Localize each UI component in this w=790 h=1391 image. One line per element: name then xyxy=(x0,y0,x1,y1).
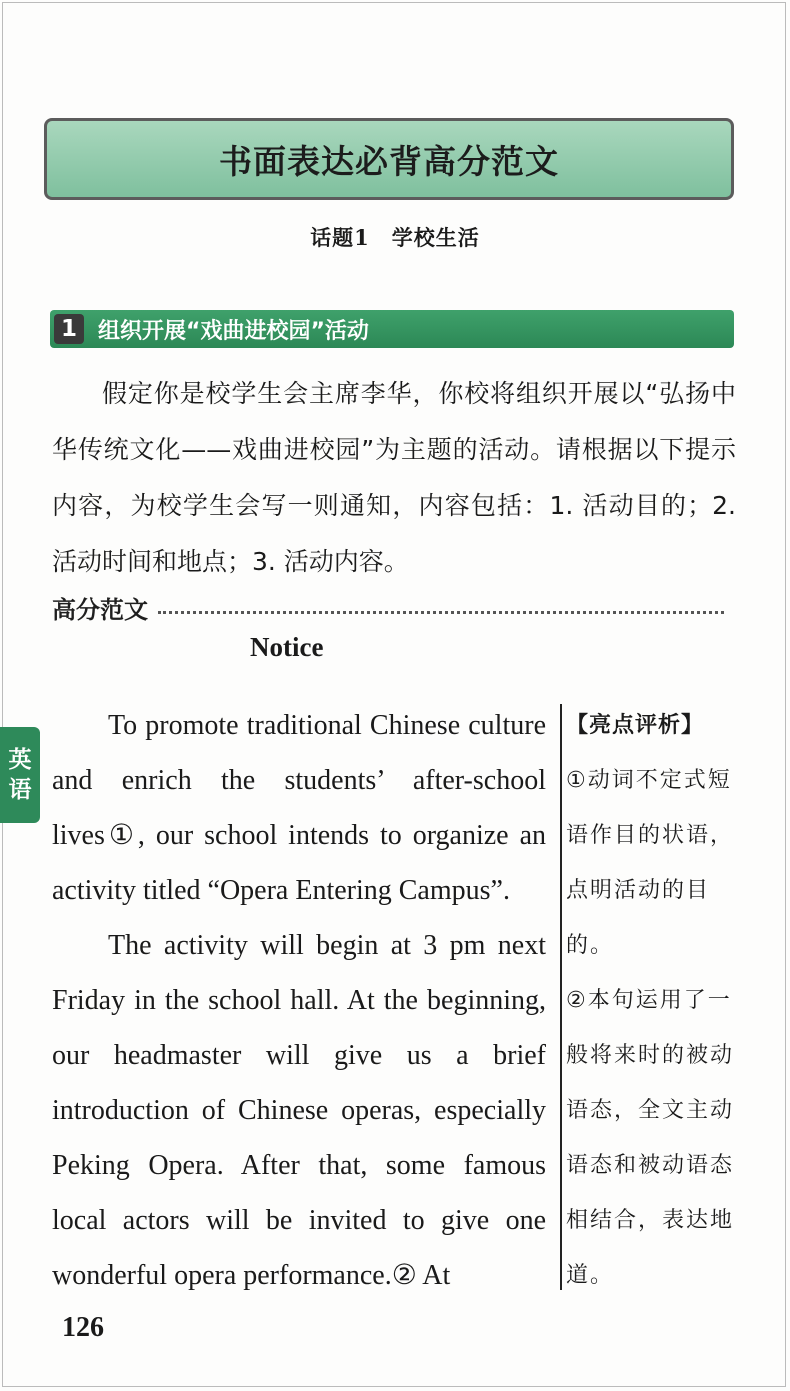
dotted-leader xyxy=(158,610,724,614)
note-2: ②本句运用了一般将来时的被动语态，全文主动语态和被动语态相结合，表达地道。 xyxy=(566,988,735,1288)
english-subject-tab xyxy=(0,727,40,823)
title-banner xyxy=(44,118,734,200)
model-essay-label: 高分范文 xyxy=(52,596,148,624)
page-number: 126 xyxy=(62,1312,104,1343)
essay-title: Notice xyxy=(250,632,324,662)
side-tab-char-1: 英 xyxy=(8,747,32,773)
note-1: ①动词不定式短语作目的状语，点明活动的目的。 xyxy=(566,768,735,958)
highlights-analysis xyxy=(566,698,736,1303)
side-tab-char-2: 语 xyxy=(8,777,32,803)
essay-paragraph-1: To promote traditional Chinese culture and enrich the students’ after-school lives①, our school intends to organize an activity titled “Opera Entering Campus”. xyxy=(52,710,546,906)
task-prompt: 假定你是校学生会主席李华，你校将组织开展以“弘扬中华传统文化——戏曲进校园”为主题的活动。请根据以下提示内容，为校学生会写一则通知，内容包括：1. 活动目的；2. 活动时间和地点；3. 活动内容。 xyxy=(52,379,736,576)
section-title: 组织开展“戏曲进校园”活动 xyxy=(98,318,369,344)
column-divider xyxy=(560,704,562,1290)
essay-body xyxy=(52,698,546,1303)
topic-title: 话题1 学校生活 xyxy=(310,225,480,250)
section-number-badge: 1 xyxy=(54,314,84,344)
notes-title: 【亮点评析】 xyxy=(566,713,705,738)
essay-paragraph-2: The activity will begin at 3 pm next Friday in the school hall. At the beginning, our headmaster will give us a brief introduction of Chinese operas, especially Peking Opera. After that, some famous local actors will be invited to give one wonderful opera performance.② At xyxy=(52,930,546,1291)
banner-title: 书面表达必背高分范文 xyxy=(219,141,559,181)
model-essay-heading xyxy=(52,590,736,625)
section-bar xyxy=(50,310,734,348)
